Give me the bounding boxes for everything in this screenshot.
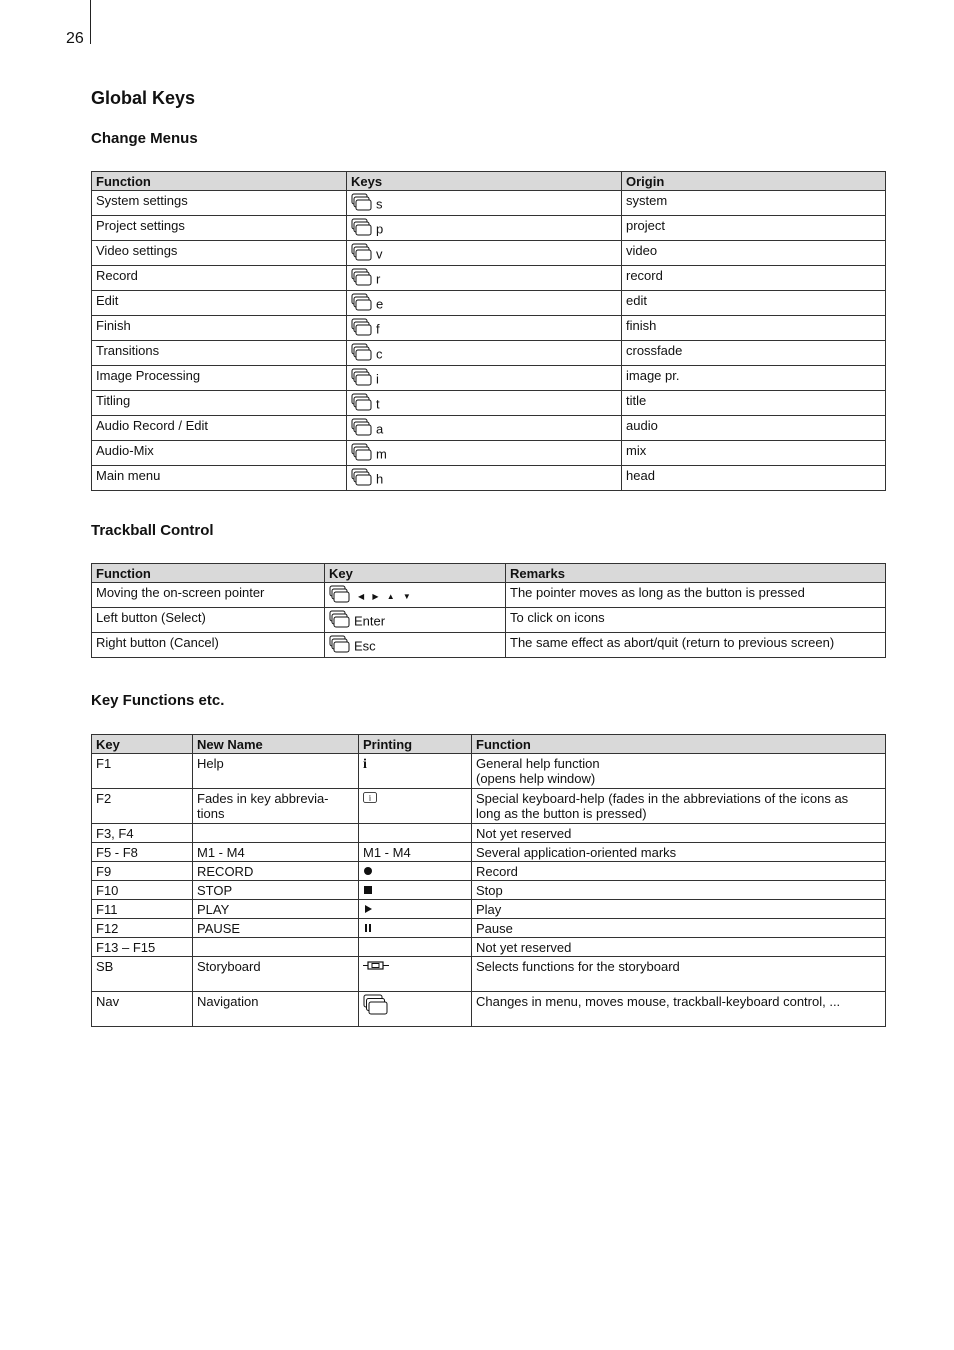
function-cell: Audio-Mix	[92, 441, 347, 466]
remarks-cell: The same effect as abort/quit (return to previous screen)	[506, 633, 886, 658]
function-cell: Left button (Select)	[92, 608, 325, 633]
arrow-keys-icon: ◀ ▶ ▲ ▼	[358, 592, 414, 602]
nav-screens-icon	[351, 318, 373, 336]
function-cell	[472, 938, 886, 957]
key-letter: s	[376, 196, 383, 212]
table-row	[92, 266, 886, 291]
column-header: Printing	[359, 735, 472, 754]
key-letter: m	[376, 446, 387, 462]
printing-cell	[359, 754, 472, 789]
printing-cell	[359, 938, 472, 957]
new-name-text: PLAY	[197, 902, 230, 917]
new-name-text-cont: tions	[197, 806, 225, 821]
record-dot-icon	[363, 864, 373, 879]
key-letter: f	[376, 321, 380, 337]
origin-cell: image pr.	[622, 366, 886, 391]
function-cell: Record	[92, 266, 347, 291]
pause-bars-icon	[363, 921, 373, 936]
printing-cell	[359, 881, 472, 900]
table-row	[92, 824, 886, 843]
function-text: Changes in menu, moves mouse, trackball-keyboard control, ...	[476, 994, 841, 1009]
change-menus-heading: Change Menus	[91, 130, 198, 147]
origin-cell: finish	[622, 316, 886, 341]
printing-cell	[359, 862, 472, 881]
function-text: Not yet reserved	[476, 940, 572, 955]
keys-cell	[347, 316, 622, 341]
remarks-cell: To click on icons	[506, 608, 886, 633]
function-text-cont: long as the button is pressed)	[476, 806, 647, 821]
key-letter: t	[376, 396, 380, 412]
new-name-text: STOP	[197, 883, 233, 898]
nav-screens-icon	[351, 343, 373, 361]
new-name-cell	[193, 919, 359, 938]
nav-screens-icon	[351, 368, 373, 386]
nav-screens-icon	[351, 268, 373, 286]
table-row	[92, 862, 886, 881]
table-row	[92, 416, 886, 441]
key-cell: Nav	[92, 992, 193, 1027]
key-letter: p	[376, 221, 384, 237]
keys-cell	[347, 391, 622, 416]
table-row	[92, 291, 886, 316]
key-cell: SB	[92, 957, 193, 992]
key-cell: F9	[92, 862, 193, 881]
table-row	[92, 789, 886, 824]
new-name-cell	[193, 789, 359, 824]
nav-screens-icon	[329, 610, 351, 628]
table-row	[92, 754, 886, 789]
new-name-cell	[193, 881, 359, 900]
key-letter: i	[376, 371, 379, 387]
margin-rule	[90, 0, 91, 44]
new-name-cell	[193, 992, 359, 1027]
printing-cell	[359, 992, 472, 1027]
key-letter: v	[376, 246, 383, 262]
table-row	[92, 633, 886, 658]
keys-cell	[347, 241, 622, 266]
nav-screens-icon	[351, 193, 373, 211]
new-name-text: Storyboard	[197, 959, 261, 974]
column-header: Function	[92, 564, 325, 583]
table-row	[92, 938, 886, 957]
key-letter: a	[376, 421, 384, 437]
table-row	[92, 191, 886, 216]
trackball-heading: Trackball Control	[91, 522, 214, 539]
stop-square-icon	[363, 883, 373, 898]
table-row	[92, 441, 886, 466]
table-row	[92, 391, 886, 416]
function-cell: Transitions	[92, 341, 347, 366]
function-cell	[472, 881, 886, 900]
function-cell	[472, 754, 886, 789]
key-cell	[325, 608, 506, 633]
function-text: Pause	[476, 921, 513, 936]
new-name-cell	[193, 843, 359, 862]
table-header-row	[92, 172, 886, 191]
key-letter: e	[376, 296, 384, 312]
key-label: Enter	[354, 613, 386, 629]
keys-cell	[347, 341, 622, 366]
new-name-text: Fades in key abbrevia-	[197, 791, 329, 806]
page-title: Global Keys	[91, 88, 196, 108]
printing-cell	[359, 789, 472, 824]
nav-screens-icon	[329, 635, 351, 653]
table-row	[92, 466, 886, 491]
column-header: Origin	[622, 172, 886, 191]
table-row	[92, 843, 886, 862]
key-label: Esc	[354, 638, 376, 654]
function-cell	[472, 789, 886, 824]
printing-cell	[359, 957, 472, 992]
table-row	[92, 881, 886, 900]
page-number: 26	[66, 30, 84, 47]
origin-cell: title	[622, 391, 886, 416]
function-cell: Right button (Cancel)	[92, 633, 325, 658]
column-header: Function	[472, 735, 886, 754]
origin-cell: edit	[622, 291, 886, 316]
nav-screens-icon	[329, 585, 351, 603]
printing-cell	[359, 900, 472, 919]
keys-cell	[347, 216, 622, 241]
new-name-cell	[193, 938, 359, 957]
trackball-table	[91, 563, 886, 658]
printing-cell	[359, 824, 472, 843]
table-row	[92, 366, 886, 391]
origin-cell: record	[622, 266, 886, 291]
keys-cell	[347, 441, 622, 466]
new-name-text: PAUSE	[197, 921, 241, 936]
function-text: Not yet reserved	[476, 826, 572, 841]
remarks-cell: The pointer moves as long as the button is pressed	[506, 583, 886, 608]
function-text: Play	[476, 902, 502, 917]
nav-screens-icon	[351, 468, 373, 486]
key-functions-table	[91, 734, 886, 1027]
function-cell	[472, 862, 886, 881]
function-text: Selects functions for the storyboard	[476, 959, 680, 974]
printing-cell	[359, 919, 472, 938]
new-name-text: M1 - M4	[197, 845, 245, 860]
change-menus-table	[91, 171, 886, 491]
origin-cell: audio	[622, 416, 886, 441]
nav-screens-icon	[351, 393, 373, 411]
nav-screens-icon	[351, 443, 373, 461]
key-cell: F10	[92, 881, 193, 900]
column-header: Remarks	[506, 564, 886, 583]
printing-text: M1 - M4	[363, 845, 411, 860]
origin-cell: crossfade	[622, 341, 886, 366]
origin-cell: mix	[622, 441, 886, 466]
table-row	[92, 341, 886, 366]
key-letter: h	[376, 471, 384, 487]
key-cell: F12	[92, 919, 193, 938]
key-cell	[325, 583, 506, 608]
key-functions-heading: Key Functions etc.	[91, 692, 225, 709]
function-text: Several application-oriented marks	[476, 845, 677, 860]
table-header-row	[92, 735, 886, 754]
printing-cell	[359, 843, 472, 862]
table-row	[92, 900, 886, 919]
function-cell: Finish	[92, 316, 347, 341]
origin-cell: system	[622, 191, 886, 216]
function-cell: Main menu	[92, 466, 347, 491]
column-header: Key	[92, 735, 193, 754]
key-cell	[325, 633, 506, 658]
table-row	[92, 992, 886, 1027]
origin-cell: project	[622, 216, 886, 241]
function-cell: Moving the on-screen pointer	[92, 583, 325, 608]
column-header: Keys	[347, 172, 622, 191]
function-cell	[472, 992, 886, 1027]
function-text: General help function	[476, 756, 600, 771]
function-text: Special keyboard-help (fades in the abbreviations of the icons as	[476, 791, 849, 806]
key-cell: F1	[92, 754, 193, 789]
nav-screens-icon	[351, 218, 373, 236]
table-row	[92, 216, 886, 241]
table-row	[92, 957, 886, 992]
boxed-info-icon	[363, 791, 377, 806]
key-cell: F13 – F15	[92, 938, 193, 957]
origin-cell: video	[622, 241, 886, 266]
table-row	[92, 583, 886, 608]
keys-cell	[347, 291, 622, 316]
function-cell	[472, 919, 886, 938]
keys-cell	[347, 416, 622, 441]
key-cell: F11	[92, 900, 193, 919]
table-row	[92, 608, 886, 633]
function-text-cont: (opens help window)	[476, 771, 596, 786]
function-cell: Titling	[92, 391, 347, 416]
new-name-cell	[193, 900, 359, 919]
column-header: Key	[325, 564, 506, 583]
function-cell: Edit	[92, 291, 347, 316]
table-row	[92, 316, 886, 341]
play-triangle-icon	[363, 902, 373, 917]
function-cell: Video settings	[92, 241, 347, 266]
function-cell: Image Processing	[92, 366, 347, 391]
new-name-text: Navigation	[197, 994, 259, 1009]
origin-cell: head	[622, 466, 886, 491]
function-text: Record	[476, 864, 518, 879]
column-header: Function	[92, 172, 347, 191]
key-letter: r	[376, 271, 381, 287]
keys-cell	[347, 266, 622, 291]
keys-cell	[347, 466, 622, 491]
function-text: Stop	[476, 883, 503, 898]
new-name-cell	[193, 824, 359, 843]
key-cell: F5 - F8	[92, 843, 193, 862]
new-name-text: Help	[197, 756, 224, 771]
new-name-cell	[193, 862, 359, 881]
function-cell	[472, 900, 886, 919]
table-header-row	[92, 564, 886, 583]
table-row	[92, 919, 886, 938]
function-cell	[472, 824, 886, 843]
table-row	[92, 241, 886, 266]
info-i-icon: i	[363, 757, 367, 772]
storyboard-icon	[363, 959, 389, 974]
new-name-cell	[193, 957, 359, 992]
keys-cell	[347, 366, 622, 391]
function-cell: Audio Record / Edit	[92, 416, 347, 441]
function-cell: Project settings	[92, 216, 347, 241]
nav-screens-icon	[351, 243, 373, 261]
key-cell: F3, F4	[92, 824, 193, 843]
nav-screens-icon	[351, 418, 373, 436]
column-header: New Name	[193, 735, 359, 754]
function-cell	[472, 957, 886, 992]
new-name-cell	[193, 754, 359, 789]
function-cell	[472, 843, 886, 862]
nav-screens-icon	[351, 293, 373, 311]
svg-text:i: i	[368, 793, 372, 803]
nav-screens-icon	[363, 994, 389, 1019]
key-letter: c	[376, 346, 383, 362]
key-cell: F2	[92, 789, 193, 824]
function-cell: System settings	[92, 191, 347, 216]
new-name-text: RECORD	[197, 864, 254, 879]
keys-cell	[347, 191, 622, 216]
